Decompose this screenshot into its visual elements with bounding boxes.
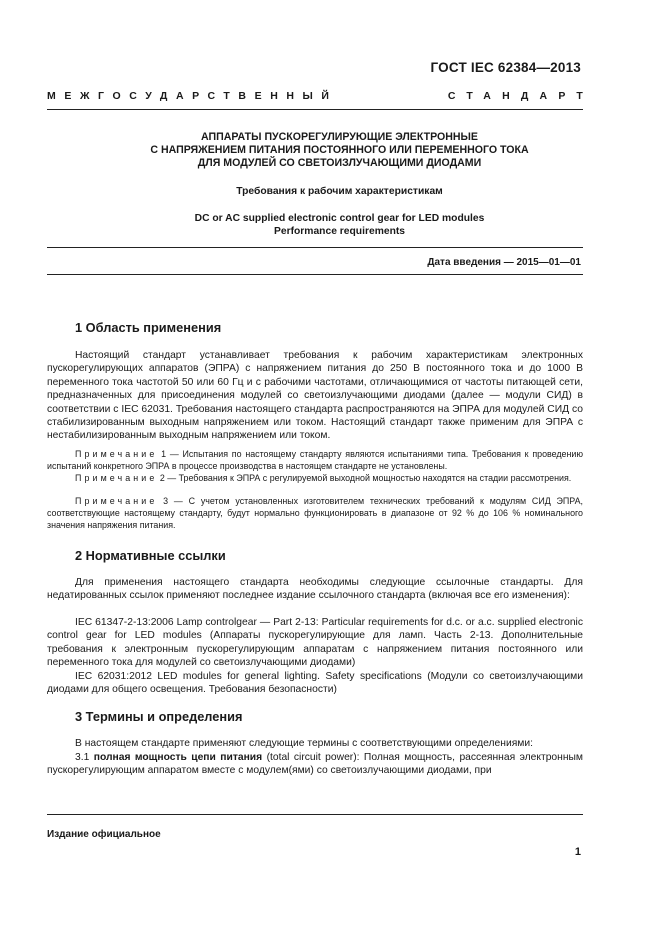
term-3-1	[47, 751, 583, 778]
section-1-heading: 1 Область применения	[75, 320, 222, 335]
edition-label: Издание официальное	[47, 829, 161, 840]
english-title-line-1: DC or AC supplied electronic control gear for LED modules	[194, 213, 485, 224]
document-title	[47, 131, 632, 170]
document-code: ГОСТ IEC 62384—2013	[430, 60, 581, 75]
standard-left: МЕЖГОСУДАРСТВЕННЫЙ	[47, 90, 338, 102]
note-label: Примечание	[75, 496, 158, 506]
reference-1: IEC 61347-2-13:2006 Lamp controlgear — Part 2-13: Particular requirements for d.c. or a.c. supplied electronic control gear for LED modules (Аппараты пускорегулирующие для ламп. Часть 2-13. Дополнительные требования к электронным пускорегулирующим аппаратам с напряжением питания постоянного или переменного тока для модулей со светоизлучающими диодами)	[47, 617, 583, 669]
note-2	[47, 472, 583, 484]
note-3-text: 3 — С учетом установленных изготовителем технических требований к модулям СИД ЭПРА, соответствующие настоящему стандарту, будут нормально функционировать в диапазоне от 92 % до 106 % номинального значения напряжения питания.	[47, 496, 583, 530]
note-1	[47, 448, 583, 472]
term-name: полная мощность цепи питания	[93, 752, 263, 763]
title-line-1: АППАРАТЫ ПУСКОРЕГУЛИРУЮЩИЕ ЭЛЕКТРОННЫЕ	[201, 131, 478, 143]
section-3-heading: 3 Термины и определения	[75, 709, 243, 724]
term-definition: (total circuit power): Полная мощность, рассеянная электронным пускорегулирующим аппаратом вместе с модулем(ями) со светоизлучающими диодами, при	[47, 752, 583, 777]
standard-right: СТАНДАРТ	[447, 90, 594, 102]
introduction-date: Дата введения — 2015—01—01	[427, 257, 581, 268]
date-bottom-rule	[47, 274, 583, 275]
top-rule	[47, 109, 583, 110]
standard-line	[47, 90, 594, 102]
note-label: Примечание	[75, 449, 158, 459]
footer-rule	[47, 814, 583, 815]
note-3	[47, 495, 583, 531]
english-title-line-2: Performance requirements	[273, 226, 406, 237]
note-label: Примечание	[75, 473, 158, 483]
section-3-text: В настоящем стандарте применяют следующие термины с соответствующими определениями:	[75, 738, 533, 749]
date-top-rule	[47, 247, 583, 248]
note-1-text: 1 — Испытания по настоящему стандарту являются испытаниями типа. Требования к проведению испытаний конкретного ЭПРА в процессе производства в настоящем стандарте не установлены.	[47, 449, 583, 471]
section-3-paragraph	[47, 737, 583, 750]
title-line-3: ДЛЯ МОДУЛЕЙ СО СВЕТОИЗЛУЧАЮЩИМИ ДИОДАМИ	[197, 157, 482, 169]
note-2-text: 2 — Требования к ЭПРА с регулируемой выходной мощностью находятся на стадии рассмотрения.	[157, 473, 572, 483]
document-subtitle: Требования к рабочим характеристикам	[236, 186, 443, 197]
section-2-heading: 2 Нормативные ссылки	[75, 548, 226, 563]
term-number: 3.1	[75, 752, 94, 763]
page-number: 1	[574, 846, 581, 858]
section-2-paragraph	[47, 576, 583, 603]
section-1-text: Настоящий стандарт устанавливает требования к рабочим характеристикам электронных пускорегулирующих аппаратов (ЭПРА) с напряжением питания до 250 В постоянного тока и до 1000 В переменного тока частотой 50 или 60 Гц и с рабочими частотами, отличающимися от частоты питающей сети, предназначенных для присоединения модулей со светоизлучающими диодами (далее — модули СИД) в соответствии с IEC 62031. Требования настоящего стандарта распространяются на ЭПРА для модулей СИД со стабилизированным выходным напряжением или током. Настоящий стандарт также применим для ЭПРА с нестабилизированным выходным напряжением или током.	[47, 350, 583, 442]
section-1-paragraph	[47, 349, 583, 443]
english-title	[47, 212, 632, 238]
reference-2: IEC 62031:2012 LED modules for general lighting. Safety specifications (Модули со светоизлучающими диодами для общего освещения. Требования безопасности)	[47, 671, 583, 696]
title-line-2: С НАПРЯЖЕНИЕМ ПИТАНИЯ ПОСТОЯННОГО ИЛИ ПЕРЕМЕННОГО ТОКА	[150, 144, 529, 156]
section-2-text: Для применения настоящего стандарта необходимы следующие ссылочные стандарты. Для недатированных ссылок применяют последнее издание ссылочного стандарта (включая все его изменения):	[47, 577, 583, 602]
